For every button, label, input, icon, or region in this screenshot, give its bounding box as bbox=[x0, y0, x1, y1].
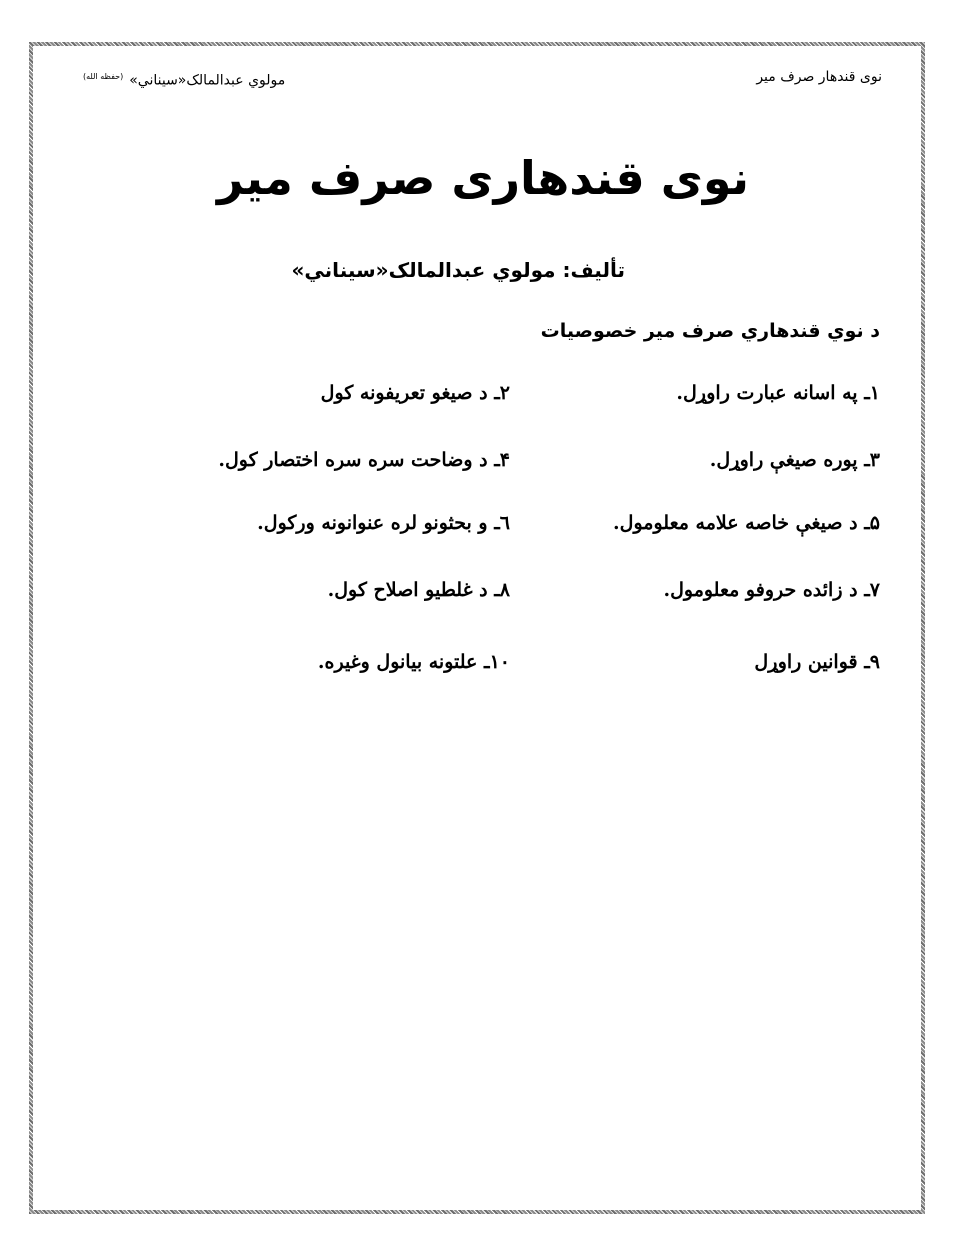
feature-item-2: ٢ـ د صیغو تعریفونه کول bbox=[320, 382, 510, 404]
header-book-title: نوی قندهار صرف میر bbox=[756, 69, 882, 85]
feature-item-6: ٦ـ و بحثونو لره عنوانونه ورکول. bbox=[257, 512, 510, 534]
feature-item-9: ٩ـ قوانین راوړل bbox=[754, 651, 880, 673]
author-line: تألیف: مولوي عبدالمالک«سیناني» bbox=[291, 258, 625, 282]
feature-item-3: ٣ـ پوره صیغې راوړل. bbox=[709, 449, 880, 471]
feature-item-5: ۵ـ د صیغې خاصه علامه معلومول. bbox=[613, 512, 880, 534]
header-author-name: مولوي عبدالمالک«سیناني» bbox=[129, 72, 286, 89]
page-border bbox=[29, 42, 925, 1214]
feature-item-8: ٨ـ د غلطیو اصلاح کول. bbox=[327, 579, 510, 601]
feature-item-1: ١ـ په اسانه عبارت راوړل. bbox=[676, 382, 880, 404]
running-header-book-title bbox=[756, 66, 882, 88]
feature-item-7: ٧ـ د زائده حروفو معلومول. bbox=[663, 579, 880, 601]
running-header-author bbox=[83, 66, 285, 92]
header-author-honorific: (حفظه الله) bbox=[83, 72, 124, 81]
feature-item-10: ١٠ـ علتونه بیانول وغیره. bbox=[317, 651, 510, 673]
section-heading-features: د نوي قندهاري صرف میر خصوصیات bbox=[540, 320, 880, 342]
document-title: نوی قندهاری صرف میر bbox=[217, 151, 749, 205]
feature-item-4: ۴ـ د وضاحت سره سره اختصار کول. bbox=[218, 449, 510, 471]
